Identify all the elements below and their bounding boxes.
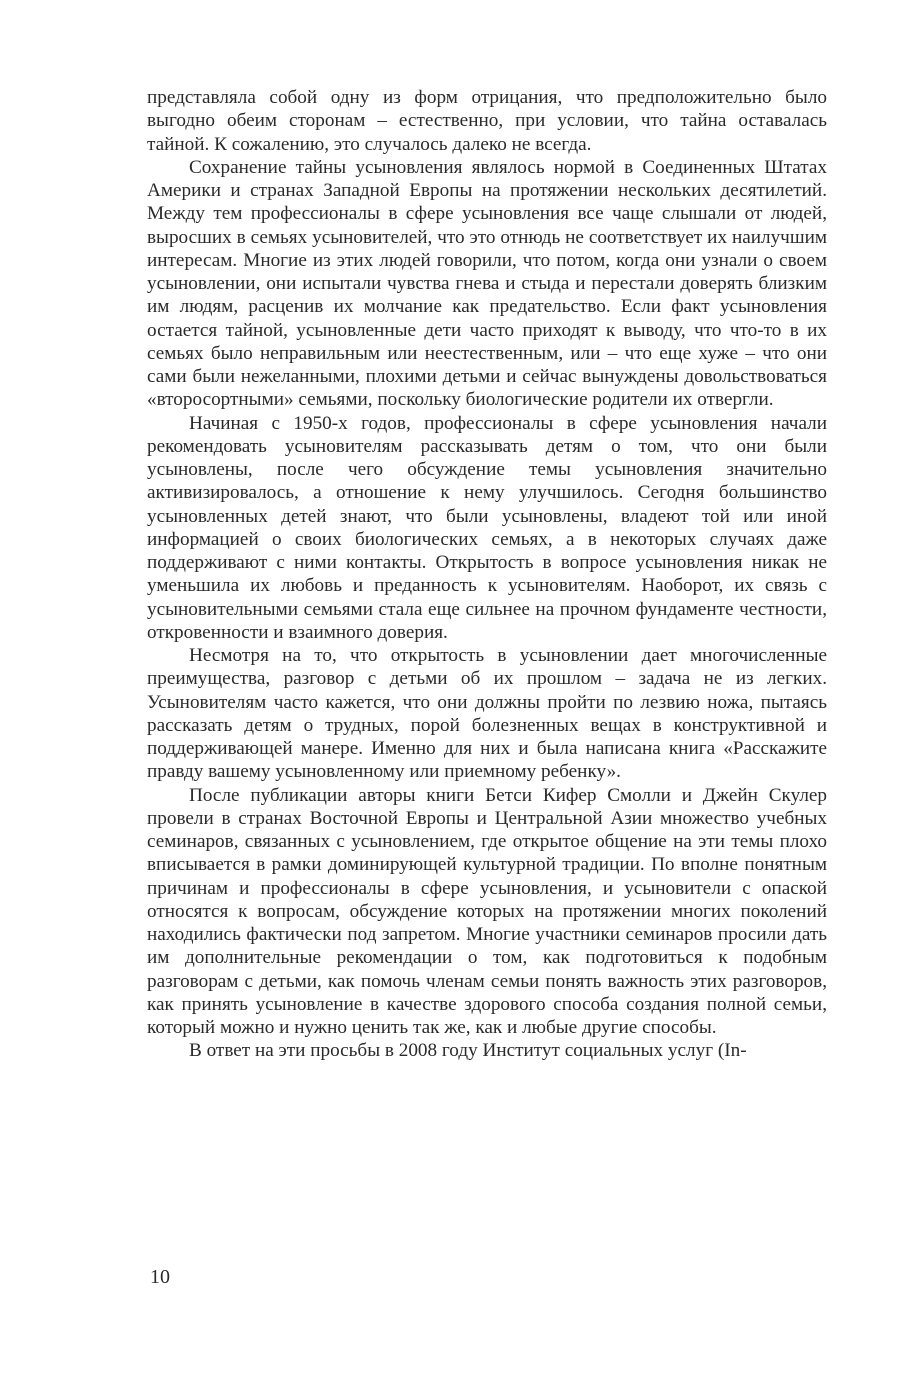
paragraph-5: После публикации авторы книги Бетси Кифер Смолли и Джейн Скулер провели в странах Восточной Европы и Центральной Азии множество учебных семинаров, связанных с усыновлением, где открытое общение на эти темы плохо вписывается в рамки доминирующей культурной традиции. По вполне понятным причинам и профессионалы в сфере усыновления, и усыновители с опаской относятся к вопросам, обсуждение которых на протяжении многих поколений находились фактически под запретом. Многие участники семинаров просили дать им дополнительные рекомендации о том, как подготовиться к подобным разговорам с детьми, как помочь членам семьи понять важность этих разговоров, как принять усыновление в качестве здорового способа создания полной семьи, который можно и нужно ценить так же, как и любые другие способы.	[147, 784, 827, 1038]
page-body-text	[147, 86, 827, 1063]
paragraph-6: В ответ на эти просьбы в 2008 году Институт социальных услуг (In-	[189, 1040, 747, 1062]
paragraph-3: Начиная с 1950-х годов, профессионалы в сфере усыновления начали рекомендовать усыновителям рассказывать детям о том, что они были усыновлены, после чего обсуждение темы усыновления значительно активизировалось, а отношение к нему улучшилось. Сегодня большинство усыновленных детей знают, что были усыновлены, владеют той или иной информацией о своих биологических семьях, а в некоторых случаях даже поддерживают с ними контакты. Открытость в вопросе усыновления никак не уменьшила их любовь и преданность к усыновителям. Наоборот, их связь с усыновительными семьями стала еще сильнее на прочном фундаменте честности, откровенности и взаимного доверия.	[147, 412, 827, 643]
paragraph-2: Сохранение тайны усыновления являлось нормой в Соединенных Штатах Америки и странах Западной Европы на протяжении нескольких десятилетий. Между тем профессионалы в сфере усыновления все чаще слышали от людей, выросших в семьях усыновителей, что это отнюдь не соответствует их наилучшим интересам. Многие из этих людей говорили, что потом, когда они узнали о своем усыновлении, они испытали чувства гнева и стыда и перестали доверять близким им людям, расценив их молчание как предательство. Если факт усыновления остается тайной, усыновленные дети часто приходят к выводу, что что-то в их семьях было неправильным или неестественным, или – что еще хуже – что они сами были нежеланными, плохими детьми и сейчас вынуждены довольствоваться «второсортными» семьями, поскольку биологические родители их отвергли.	[147, 156, 827, 411]
paragraph-1: представляла собой одну из форм отрицания, что предположительно было выгодно обеим сторонам – естественно, при условии, что тайна оставалась тайной. К сожалению, это случалось далеко не всегда.	[147, 87, 827, 155]
page-number: 10	[150, 1266, 170, 1288]
paragraph-4: Несмотря на то, что открытость в усыновлении дает многочисленные преимущества, разговор с детьми об их прошлом – задача не из легких. Усыновителям часто кажется, что они должны пройти по лезвию ножа, пытаясь рассказать детям о трудных, порой болезненных вещах в конструктивной и поддерживающей манере. Именно для них и была написана книга «Расскажите правду вашему усыновленному или приемному ребенку».	[147, 645, 827, 783]
